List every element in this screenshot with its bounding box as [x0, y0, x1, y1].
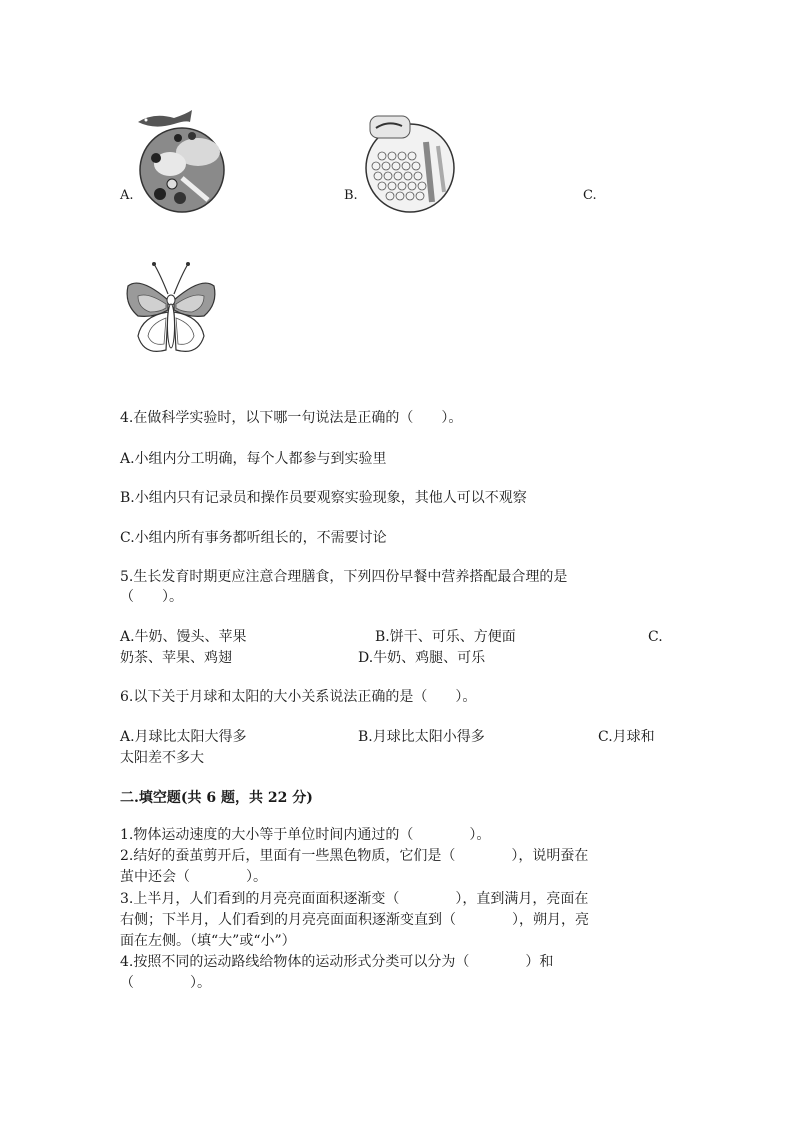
question-5-option-c-text: 奶茶、苹果、鸡翅 [120, 650, 232, 666]
question-6-stem: 6.以下关于月球和太阳的大小关系说法正确的是（ ）。 [120, 689, 477, 705]
question-4-option-b: B.小组内只有记录员和操作员要观察实验现象，其他人可以不观察 [120, 490, 527, 506]
question-5-option-c-label: C. [648, 629, 663, 645]
fill-question-4-line2: （ ）。 [120, 975, 211, 991]
option-b-figure [362, 112, 458, 216]
question-6-option-b: B.月球比太阳小得多 [358, 729, 485, 745]
question-6-option-a: A.月球比太阳大得多 [120, 729, 247, 745]
option-c-figure [120, 256, 222, 360]
option-b-label: B. [344, 188, 358, 203]
fill-question-2-line2: 茧中还会（ ）。 [120, 869, 267, 885]
question-4-option-c: C.小组内所有事务都听组长的，不需要讨论 [120, 530, 387, 546]
butterfly-icon [120, 256, 222, 360]
question-5-option-a: A.牛奶、馒头、苹果 [120, 629, 247, 645]
question-5-option-d: D.牛奶、鸡腿、可乐 [358, 650, 486, 666]
option-a-figure [134, 108, 226, 214]
question-5-stem-line2: （ ）。 [120, 589, 183, 605]
frog-eggs-icon [362, 112, 458, 216]
fish-life-cycle-icon [134, 108, 226, 214]
fill-question-1: 1.物体运动速度的大小等于单位时间内通过的（ ）。 [120, 827, 491, 843]
question-4-option-a: A.小组内分工明确，每个人都参与到实验里 [120, 451, 387, 467]
option-a-label: A. [120, 188, 134, 203]
question-5-option-b: B.饼干、可乐、方便面 [375, 629, 516, 645]
section-heading: 二.填空题(共 6 题，共 22 分) [120, 790, 313, 806]
question-4-stem: 4.在做科学实验时，以下哪一句说法是正确的（ ）。 [120, 410, 463, 426]
question-5-stem-line1: 5.生长发育时期更应注意合理膳食，下列四份早餐中营养搭配最合理的是 [120, 569, 568, 585]
fill-question-3-line3: 面在左侧。（填“大”或“小”） [120, 933, 296, 949]
fill-question-3-line1: 3.上半月，人们看到的月亮亮面面积逐渐变（ ），直到满月，亮面在 [120, 891, 589, 907]
option-c-label: C. [583, 188, 597, 203]
fill-question-2-line1: 2.结好的蚕茧剪开后，里面有一些黑色物质，它们是（ ），说明蚕在 [120, 848, 589, 864]
fill-question-4-line1: 4.按照不同的运动路线给物体的运动形式分类可以分为（ ）和 [120, 954, 554, 970]
fill-question-3-line2: 右侧；下半月，人们看到的月亮亮面面积逐渐变直到（ ），朔月，亮 [120, 912, 589, 928]
question-6-option-c-start: C.月球和 [598, 729, 655, 745]
question-6-option-c-rest: 太阳差不多大 [120, 750, 204, 766]
